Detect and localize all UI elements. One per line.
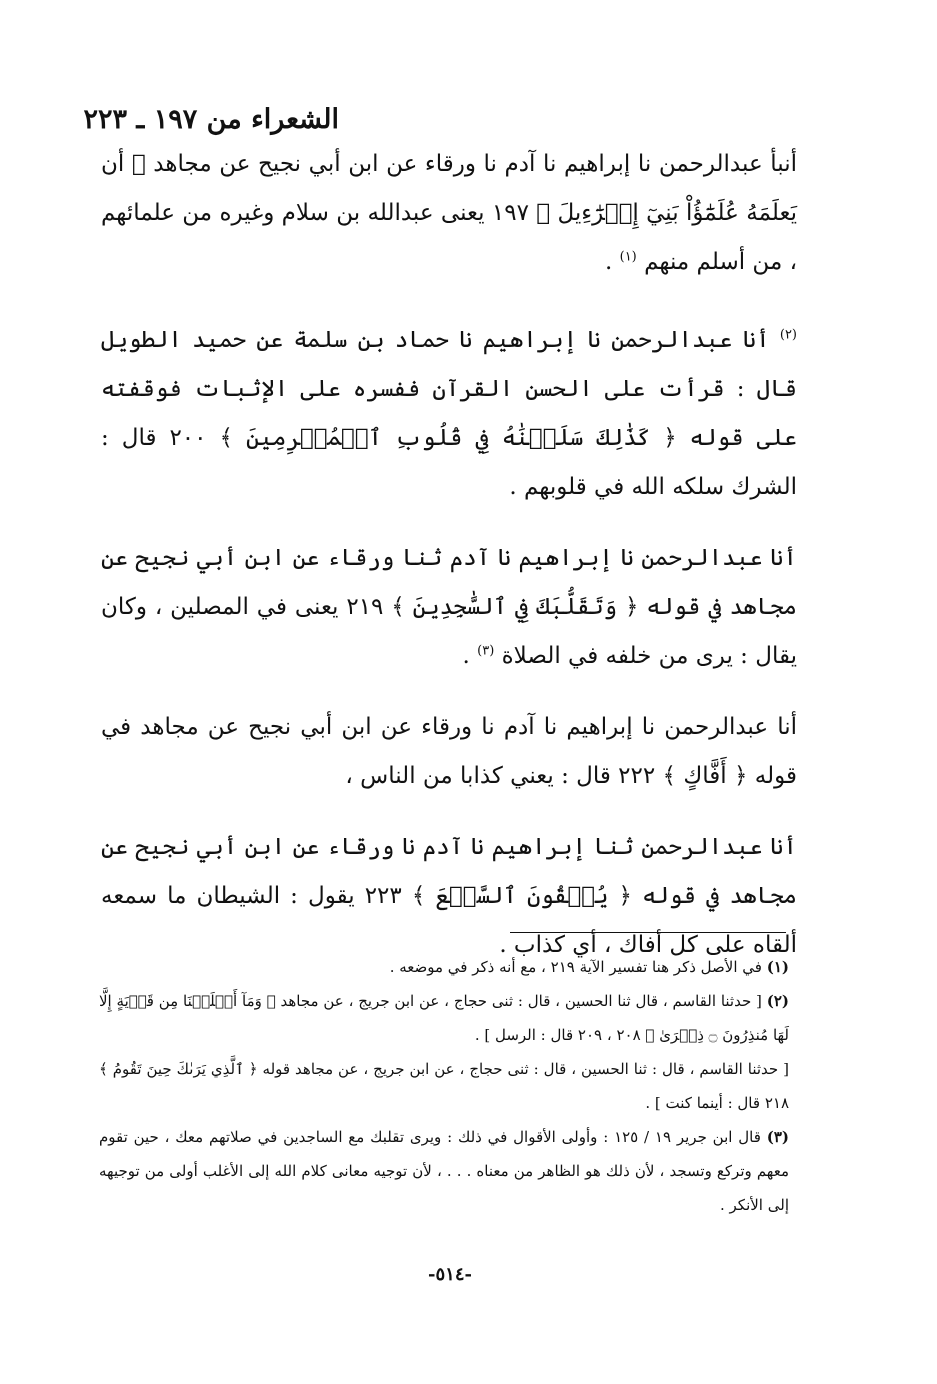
paragraph-text: أنا عبدالرحمن نا إبراهيم نا حماد بن سلمة عن حميد الطويل قال : قرأت على الحسن القرآن ففسره على الإثبات فوقفته على قوله ﴿ كَذَٰلِكَ سَلَكۡنَٰهُ فِي قُلُوبِ ٱلۡمُجۡرِمِينَ ﴾ ٢٠٠ قال : الشرك سلكه الله في قلوبهم . [101, 327, 797, 500]
paragraph-tail: . [462, 643, 470, 669]
footnote-text: [ حدثنا القاسم ، قال : ثنا الحسين ، قال : ثنى حجاج ، عن ابن جريج ، عن مجاهد قوله ﴿ ٱلَّذِي يَرَىٰكَ حِينَ تَقُومُ ﴾ ٢١٨ قال : أينما كنت ] . [99, 1060, 789, 1112]
footnote-text: قال ابن جرير ١٩ / ١٢٥ : وأولى الأقوال في ذلك : ويرى تقلبك مع الساجدين في صلاتهم معك ، حين تقوم معهم وتركع وتسجد ، لأن ذلك هو الظاهر من معناه . . . ، لأن توجيه معانى كلام الله إلى الأغلب أولى من توجيهه إلى الأنكر . [99, 1128, 789, 1214]
paragraph-text: أنا عبدالرحمن ثنا إبراهيم نا آدم نا ورقاء عن ابن أبي نجيح عن مجاهد في قوله ﴿ يُلۡقُونَ ٱلسَّمۡعَ ﴾ ٢٢٣ يقول : الشيطان ما سمعه ألقاه على كل أفاك ، أي كذاب . [101, 834, 797, 958]
paragraph-1 [101, 140, 797, 287]
paragraph-2 [101, 316, 797, 512]
footnote-number: (٣) [766, 1128, 789, 1146]
paragraph-text: أنا عبدالرحمن نا إبراهيم نا آدم نا ورقاء عن ابن أبي نجيح عن مجاهد في قوله ﴿ أَفَّاكٍ ﴾ ٢٢٢ قال : يعني كذابا من الناس ، [101, 714, 797, 789]
footnote-1 [99, 950, 789, 984]
footnote-number: (١) [766, 958, 789, 976]
paragraph-text: أنبأ عبدالرحمن نا إبراهيم نا آدم نا ورقاء عن ابن أبي نجيح عن مجاهد ﴿ أن يَعلَمَهُ عُلَمَٰٓؤُاْ بَنِيٓ إِسۡرَٰٓءِيلَ ﴾ ١٩٧ يعنى عبدالله بن سلام وغيره من علمائهم ، من أسلم منهم [101, 151, 797, 275]
footnote-2-continued [99, 1052, 789, 1120]
footnote-3 [99, 1120, 789, 1222]
footnote-number: (٢) [766, 992, 789, 1010]
paragraph-3 [101, 534, 797, 681]
footnote-ref: (٣) [477, 643, 495, 659]
paragraph-4 [101, 703, 797, 801]
footnote-2 [99, 984, 789, 1052]
paragraph-tail: . [604, 249, 613, 275]
footnote-ref: (١) [619, 249, 637, 265]
footnote-separator [510, 932, 786, 933]
footnote-text: في الأصل ذكر هنا تفسير الآية ٢١٩ ، مع أنه ذكر في موضعه . [389, 958, 762, 976]
main-text [101, 140, 797, 992]
running-head: الشعراء من ١٩٧ ـ ٢٢٣ [83, 104, 339, 135]
footnotes [99, 950, 789, 1222]
footnote-text: [ حدثنا القاسم ، قال ثنا الحسين ، قال : ثنى حجاج ، عن ابن جريج ، عن مجاهد ﴿ وَمَآ أَهۡلَكۡنَا مِن قَرۡيَةٍ إِلَّا لَهَا مُنذِرُونَ ۝ ذِكۡرَىٰ ﴾ ٢٠٨ ، ٢٠٩ قال : الرسل ] . [99, 992, 789, 1044]
paragraph-text: أنا عبدالرحمن نا إبراهيم نا آدم ثنا ورقاء عن ابن أبي نجيح عن مجاهد في قوله ﴿ وَتَقَلُّبَكَ فِي ٱلسَّٰجِدِينَ ﴾ ٢١٩ يعنى في المصلين ، وكان يقال : يرى من خلفه في الصلاة [101, 545, 797, 669]
paragraph-5 [101, 823, 797, 970]
page-number: -٥١٤- [428, 1264, 472, 1285]
footnote-ref: (٢) [779, 327, 797, 343]
